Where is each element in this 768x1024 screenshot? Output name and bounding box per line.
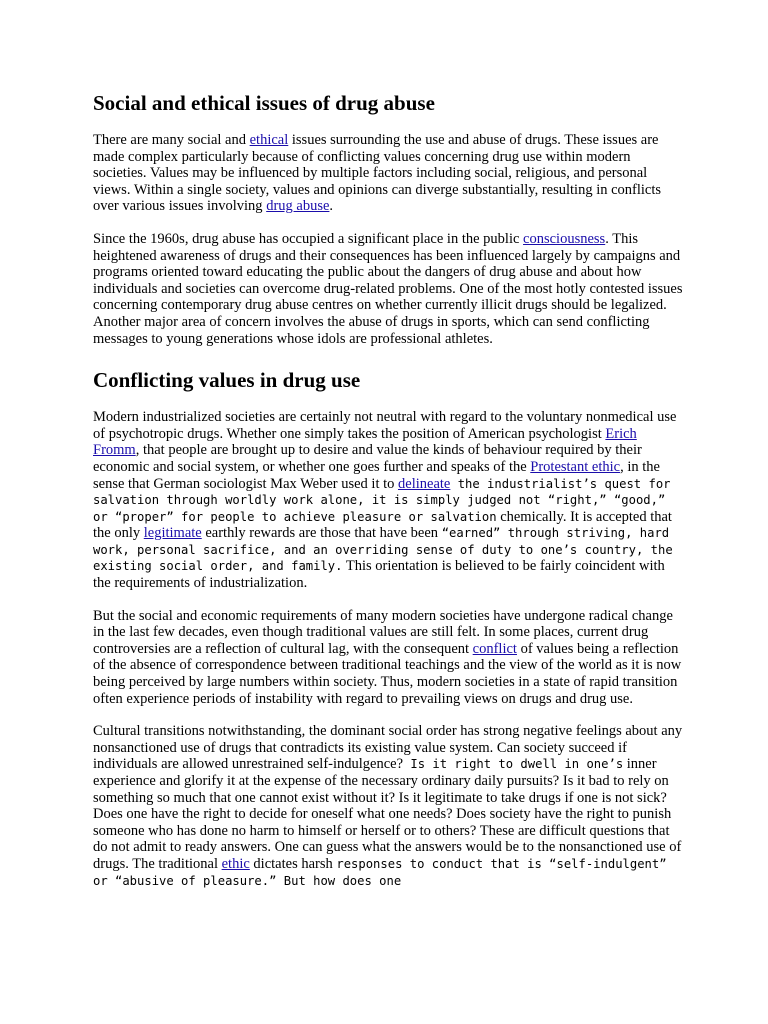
link-conflict[interactable]: conflict <box>472 640 517 657</box>
text-run: Modern industrialized societies are certainly not neutral with regard to the voluntary nonmedical use of psychotropic drugs. Whether one simply takes the position of American psychologist <box>93 409 677 442</box>
text-run: of values being a reflection of the absence of correspondence between traditional teachings and the view of the world as it is now being perceived by large numbers within society. Thus, modern societies in a state of rapid transition often experience periods of instability with regard to prevailing views on drugs and drug use. <box>93 640 682 707</box>
text-run: . This heightened awareness of drugs and their consequences has been influenced largely by campaigns and programs oriented toward educating the public about the dangers of drug abuse and about how individuals and societies can overcome drug-related problems. One of the most hotly contested issues concerning contemporary drug abuse centres on whether currently illicit drugs should be legalized. Another major area of concern involves the abuse of drugs in sports, which can send conflicting messages to young generations whose idols are professional athletes. <box>93 230 683 347</box>
text-run: There are many social and <box>93 132 250 148</box>
paragraph-transitions <box>93 723 683 889</box>
text-run-alt-font: responses to conduct that is “self-indulgent” or “abusive of pleasure.” But how does one <box>93 856 667 888</box>
paragraph-1960s <box>93 231 683 347</box>
link-erich-fromm[interactable]: Erich Fromm <box>93 425 637 459</box>
text-run: chemically. It is accepted that the only <box>93 508 672 542</box>
paragraph-cultural-lag <box>93 608 683 708</box>
paragraph-intro <box>93 132 683 215</box>
text-run: , that people are brought up to desire and value the kinds of behaviour required by their economic and social system, or whether one goes further and speaks of the <box>93 442 642 475</box>
text-run-alt-font: Is it right to dwell in one’s <box>403 757 624 772</box>
link-protestant-ethic[interactable]: Protestant ethic <box>530 458 621 475</box>
text-run: But the social and economic requirements of many modern societies have undergone radical change in the last few decades, even though traditional values are still felt. In some places, current drug controversies are a reflection of cultural lag, with the consequent <box>93 607 673 657</box>
text-run: . <box>329 198 334 215</box>
link-consciousness[interactable]: consciousness <box>523 230 606 247</box>
link-drug-abuse[interactable]: drug abuse <box>266 198 330 215</box>
text-run: This orientation is believed to be fairly coincident with the requirements of industrialization. <box>93 558 665 592</box>
page-title: Social and ethical issues of drug abuse <box>93 91 435 115</box>
text-run: dictates harsh <box>249 855 337 872</box>
text-run: Since the 1960s, drug abuse has occupied a significant place in the public <box>93 230 524 247</box>
text-run: issues surrounding the use and abuse of drugs. These issues are made complex particularly because of conflicting values concerning drug use within modern societies. Values may be influenced by multiple factors including social, religious, and personal views. Within a single society, values and opinions can diverge substantially, resulting in conflicts over various issues involving <box>93 132 662 215</box>
text-run-alt-font: “earned” through striving, hard work, personal sacrifice, and an overriding sense of duty to one’s country, the existing social order, and family. <box>93 526 673 574</box>
section-heading: Conflicting values in drug use <box>93 368 361 393</box>
text-run: inner experience and glorify it at the expense of the necessary ordinary daily pursuits? Is it bad to rely on something so much that one cannot exist without it? Is it legitimate to take drugs if one is not sick? Does one have the right to decide for oneself what one needs? Does society have the right to punish someone who has done no harm to himself or herself or to others? These are difficult questions that do not admit to ready answers. One can guess what the answers would be to the nonsanctioned use of drugs. The traditional <box>93 756 682 872</box>
link-ethic[interactable]: ethic <box>221 855 250 872</box>
link-ethical[interactable]: ethical <box>249 132 289 148</box>
text-run-alt-font: the industrialist’s quest for salvation through worldly work alone, it is simply judged not “right,” “good,” or “proper” for people to achieve pleasure or salvation <box>93 476 671 524</box>
article <box>93 82 683 905</box>
text-run: Cultural transitions notwithstanding, the dominant social order has strong negative feelings about any nonsanctioned use of drugs that contradicts its existing value system. Can society succeed if individuals are allowed unrestrained self-indulgence? <box>93 723 683 773</box>
text-run: , in the sense that German sociologist Max Weber used it to <box>93 458 660 492</box>
paragraph-industrialized <box>93 409 683 592</box>
link-delineate[interactable]: delineate <box>398 475 451 492</box>
text-run: earthly rewards are those that have been <box>201 525 442 542</box>
link-legitimate[interactable]: legitimate <box>143 525 202 542</box>
